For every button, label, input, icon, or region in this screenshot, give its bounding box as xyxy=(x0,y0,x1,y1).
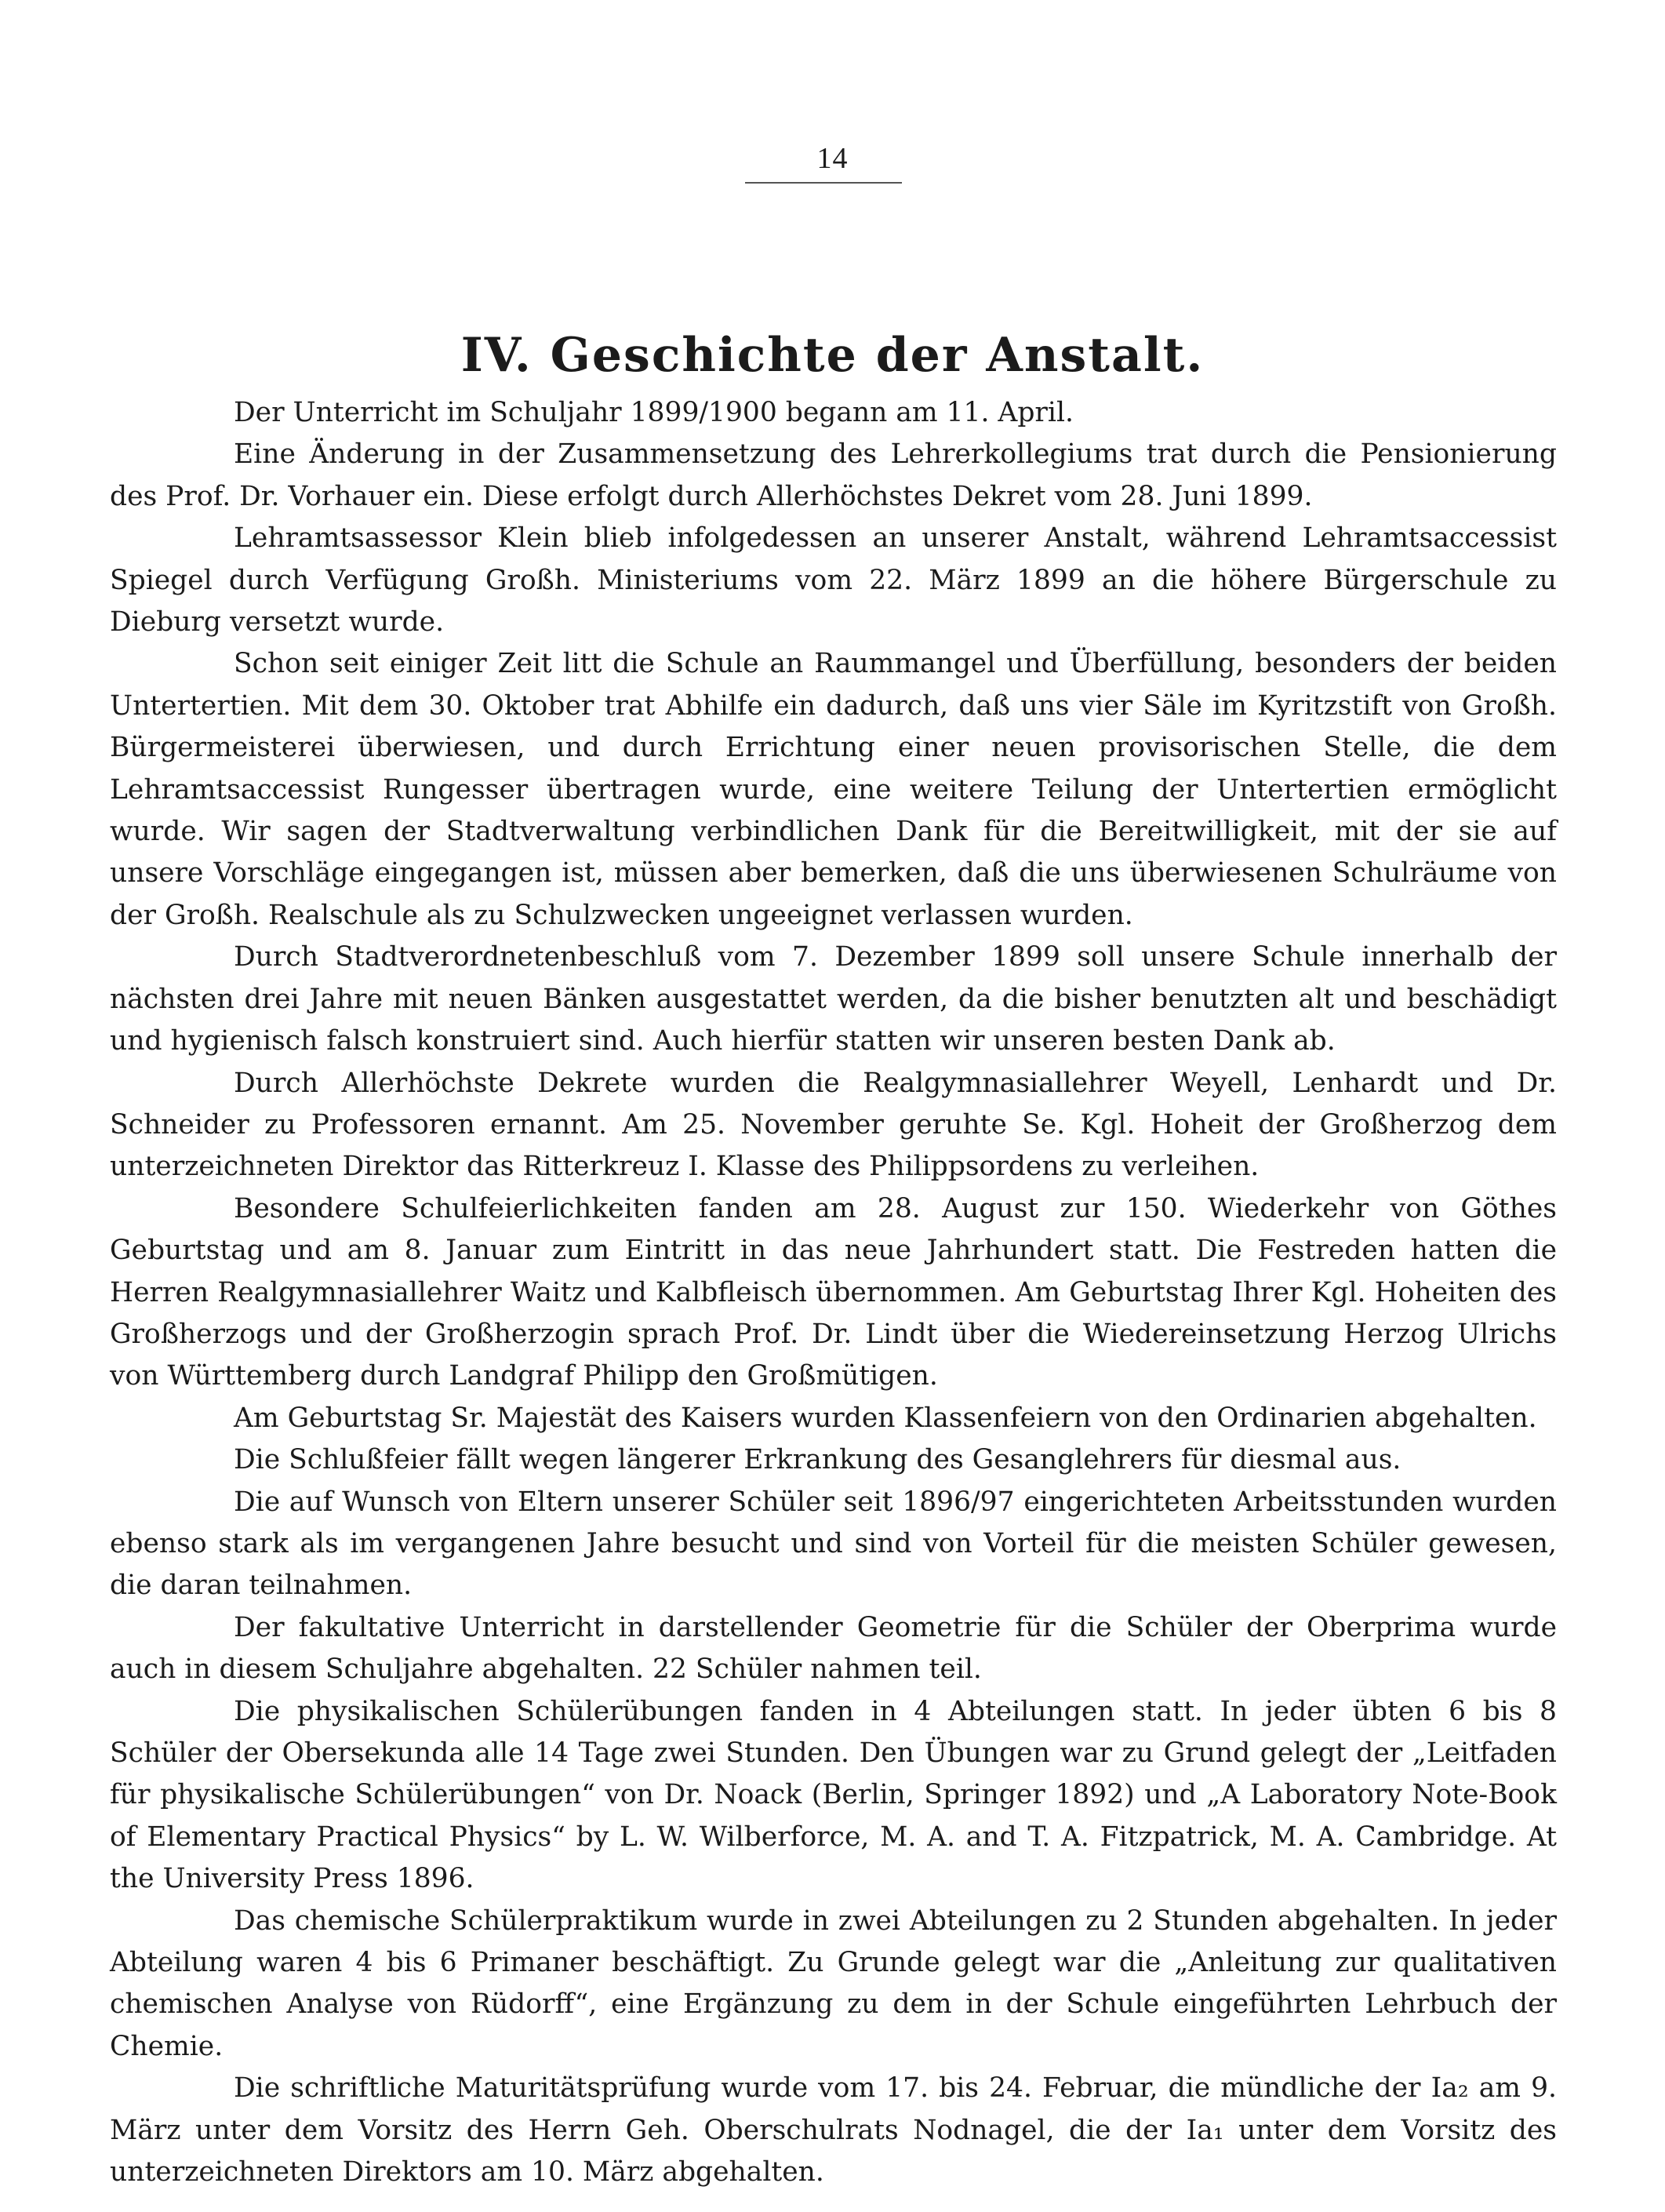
paragraph: Schon seit einiger Zeit litt die Schule an Raummangel und Überfüllung, besonders der beiden Untertertien. Mit dem 30. Oktober trat Abhilfe ein dadurch, daß uns vier Säle im Kyritzstift von Großh. Bürgermeisterei überwiesen, und durch Errichtung einer neuen provisorischen Stelle, die dem Lehramtsaccessist Rungesser übertragen wurde, eine weitere Teilung der Untertertien ermöglicht wurde. Wir sagen der Stadtverwaltung verbindlichen Dank für die Bereitwilligkeit, mit der sie auf unsere Vorschläge eingegangen ist, müssen aber bemerken, daß die uns überwiesenen Schulräume von der Großh. Realschule als zu Schulzwecken ungeeignet verlassen wurden. xyxy=(110,648,1557,931)
page-number: 14 xyxy=(816,142,849,175)
paragraph: Der fakultative Unterricht in darstellender Geometrie für die Schüler der Oberprima wurde auch in diesem Schuljahre abgehalten. 22 Schüler nahmen teil. xyxy=(110,1611,1557,1686)
page-number-rule xyxy=(745,182,902,184)
paragraph: Die schriftliche Maturitätsprüfung wurde vom 17. bis 24. Februar, die mündliche der Ia₂ am 9. März unter dem Vorsitz des Herrn Geh. Oberschulrats Nodnagel, die der Ia₁ unter dem Vorsitz des unterzeichneten Direktors am 10. März abgehalten. xyxy=(110,2072,1557,2188)
paragraph: Besondere Schulfeierlichkeiten fanden am 28. August zur 150. Wiederkehr von Göthes Geburtstag und am 8. Januar zum Eintritt in das neue Jahrhundert statt. Die Festreden hatten die Herren Realgymnasiallehrer Waitz und Kalbfleisch übernommen. Am Geburtstag Ihrer Kgl. Hoheiten des Großherzogs und der Großherzogin sprach Prof. Dr. Lindt über die Wiedereinsetzung Herzog Ulrichs von Württemberg durch Landgraf Philipp den Großmütigen. xyxy=(110,1192,1557,1392)
paragraph: Die auf Wunsch von Eltern unserer Schüler seit 1896/97 eingerichteten Arbeitsstunden wurden ebenso stark als im vergangenen Jahre besucht und sind von Vorteil für die meisten Schüler gewesen, die daran teilnahmen. xyxy=(110,1486,1557,1602)
paragraph: Der Unterricht im Schuljahr 1899/1900 begann am 11. April. xyxy=(234,397,1074,428)
paragraph: Eine Änderung in der Zusammensetzung des Lehrerkollegiums trat durch die Pensionierung des Prof. Dr. Vorhauer ein. Diese erfolgt durch Allerhöchstes Dekret vom 28. Juni 1899. xyxy=(110,438,1557,512)
paragraph: Das chemische Schülerpraktikum wurde in zwei Abteilungen zu 2 Stunden abgehalten. In jeder Abteilung waren 4 bis 6 Primaner beschäftigt. Zu Grunde gelegt war die „Anleitung zur qualitativen chemischen Analyse von Rüdorff“, eine Ergänzung zu dem in der Schule eingeführten Lehrbuch der Chemie. xyxy=(110,1905,1557,2062)
paragraph: Durch Stadtverordnetenbeschluß vom 7. Dezember 1899 soll unsere Schule innerhalb der nächsten drei Jahre mit neuen Bänken ausgestattet werden, da die bisher benutzten alt und beschädigt und hygienisch falsch konstruiert sind. Auch hierfür statten wir unseren besten Dank ab. xyxy=(110,941,1557,1057)
section-heading: IV. Geschichte der Anstalt. xyxy=(460,328,1205,384)
paragraph: Die physikalischen Schülerübungen fanden in 4 Abteilungen statt. In jeder übten 6 bis 8 Schüler der Obersekunda alle 14 Tage zwei Stunden. Den Übungen war zu Grund gelegt der „Leitfaden für physikalische Schülerübungen“ von Dr. Noack (Berlin, Springer 1892) und „A Laboratory Note-Book of Elementary Practical Physics“ by L. W. Wilberforce, M. A. and T. A. Fitzpatrick, M. A. Cambridge. At the University Press 1896. xyxy=(110,1695,1557,1895)
paragraph: Durch Allerhöchste Dekrete wurden die Realgymnasiallehrer Weyell, Lenhardt und Dr. Schneider zu Professoren ernannt. Am 25. November geruhte Se. Kgl. Hoheit der Großherzog dem unterzeichneten Direktor das Ritterkreuz I. Klasse des Philippsordens zu verleihen. xyxy=(110,1067,1557,1183)
paragraph: Die Schlußfeier fällt wegen längerer Erkrankung des Gesanglehrers für diesmal aus. xyxy=(234,1444,1401,1476)
body-text xyxy=(110,392,1557,2193)
paragraph: Lehramtsassessor Klein blieb infolgedessen an unserer Anstalt, während Lehramtsaccessist Spiegel durch Verfügung Großh. Ministeriums vom 22. März 1899 an die höhere Bürgerschule zu Dieburg versetzt wurde. xyxy=(110,522,1557,638)
paragraph: Am Geburtstag Sr. Majestät des Kaisers wurden Klassenfeiern von den Ordinarien abgehalten. xyxy=(234,1402,1537,1434)
